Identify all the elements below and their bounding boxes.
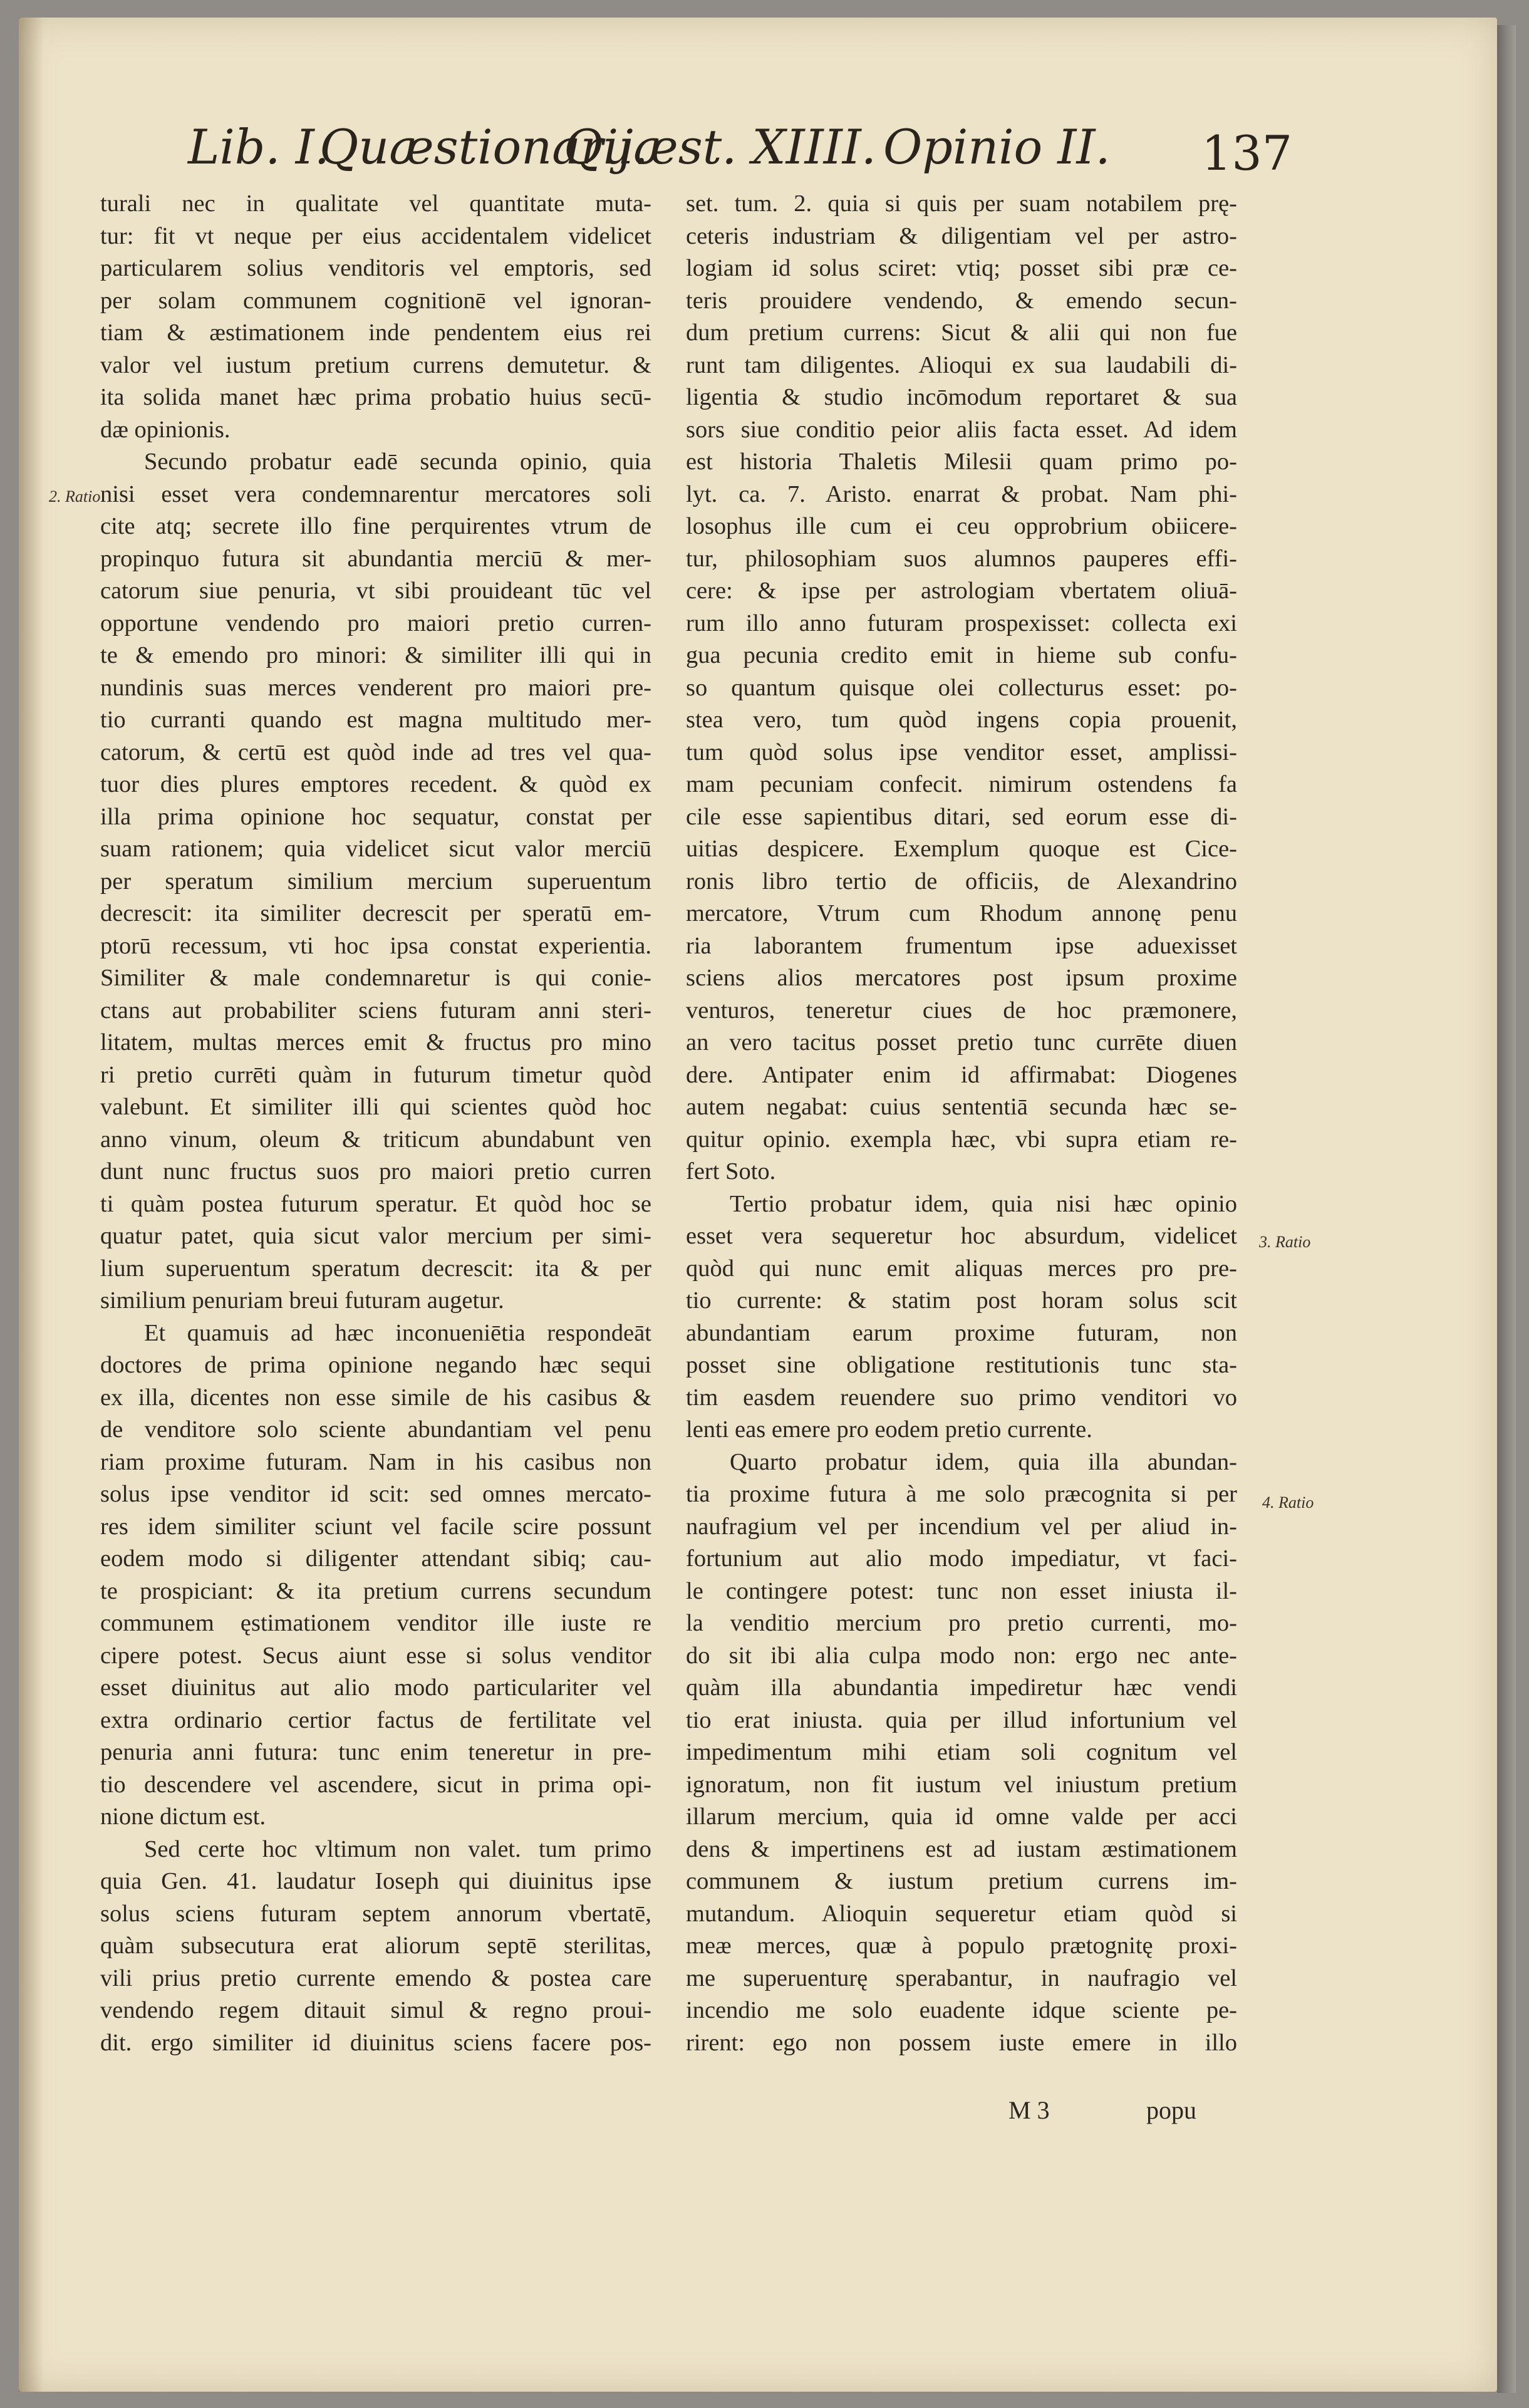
text-line: opportune vendendo pro maiori pretio curren- [100,610,651,636]
text-line: eodem modo si diligenter attendant sibiq; cau- [100,1545,651,1572]
running-head-question: Quæst. XIIII. [564,119,876,175]
text-line: quòd qui nunc emit aliquas merces pro pre- [686,1255,1237,1282]
text-line: tia proxime futura à me solo præcognita si per [686,1481,1237,1507]
text-line: decrescit: ita similiter decrescit per speratū em- [100,900,651,926]
text-line: valor vel iustum pretium currens demutetur. & [100,351,651,378]
text-line: impedimentum mihi etiam soli cognitum vel [686,1739,1237,1765]
text-line: quatur patet, quia sicut valor mercium per simi- [100,1223,651,1249]
text-line: dens & impertinens est ad iustam æstimationem [686,1835,1237,1862]
text-line: abundantiam earum proxime futuram, non [686,1319,1237,1346]
text-line: stea vero, tum quòd ingens copia prouenit, [686,707,1237,733]
text-line: nundinis suas merces venderent pro maiori pre- [100,674,651,701]
text-line: ri pretio currēti quàm in futurum timetur quòd [100,1061,651,1088]
text-line: runt tam diligentes. Alioqui ex sua laudabili di- [686,351,1237,378]
text-line: sciens alios mercatores post ipsum proxime [686,965,1237,991]
text-line: res idem similiter sciunt vel facile scire possunt [100,1513,651,1540]
text-line: riam proxime futuram. Nam in his casibus non [100,1448,651,1475]
text-line: set. tum. 2. quia si quis per suam notabilem prę- [686,190,1237,217]
text-line: an vero tacitus posset pretio tunc currēte diuen [686,1029,1237,1056]
text-line: tiam & æstimationem inde pendentem eius rei [100,319,651,346]
text-line: catorum, & certū est quòd inde ad tres vel qua- [100,739,651,765]
text-line: turali nec in qualitate vel quantitate muta- [100,190,651,217]
text-line: lyt. ca. 7. Aristo. enarrat & probat. Nam phi- [686,480,1237,507]
text-line: suam rationem; quia videlicet sicut valor merciū [100,836,651,862]
text-line: cere: & ipse per astrologiam vbertatem oliuā- [686,578,1237,604]
text-line: incendio me solo euadente idque sciente pe- [686,1997,1237,2023]
text-line: tim easdem reuendere suo primo venditori vo [686,1384,1237,1411]
text-line: rum illo anno futuram prospexisset: collecta exi [686,610,1237,636]
text-line: est historia Thaletis Milesii quam primo po- [686,449,1237,475]
running-head-work: Quæstionarij. [319,119,648,175]
text-line: valebunt. Et similiter illi qui scientes quòd hoc [100,1094,651,1120]
text-line: gua pecunia credito emit in hieme sub confu- [686,642,1237,668]
text-line: le contingere potest: tunc non esset iniusta il- [686,1577,1237,1604]
text-line: extra ordinario certior factus de fertilitate vel [100,1706,651,1733]
marginal-note-ratio-4: 4. Ratio [1262,1493,1314,1512]
text-line: teris prouidere vendendo, & emendo secun- [686,287,1237,314]
text-line: tio descendere vel ascendere, sicut in prima opi- [100,1771,651,1798]
text-line: ignoratum, non fit iustum vel iniustum pretium [686,1771,1237,1798]
text-line: meæ merces, quæ à populo prætognitę proxi- [686,1933,1237,1959]
text-line: nione dictum est. [100,1803,266,1830]
page-edge [1497,25,1516,2393]
text-line: dit. ergo similiter id diuinitus sciens facere pos- [100,2029,651,2056]
text-line: cite atq; secrete illo fine perquirentes vtrum de [100,513,651,539]
text-line: vili prius pretio currente emendo & postea care [100,1964,651,1991]
text-line: quia Gen. 41. laudatur Ioseph qui diuinitus ipse [100,1868,651,1894]
text-line: solus sciens futuram septem annorum vbertatē, [100,1900,651,1927]
text-line: dæ opinionis. [100,416,231,443]
text-line: ligentia & studio incōmodum reportaret & sua [686,384,1237,410]
running-head-opinion: Opinio II. [883,119,1111,175]
text-line: losophus ille cum ei ceu opprobrium obiicere- [686,513,1237,539]
text-line: logiam id solus sciret: vtiq; posset sibi præ ce- [686,255,1237,281]
text-line: uitias despicere. Exemplum quoque est Cice- [686,836,1237,862]
text-line: dere. Antipater enim id affirmabat: Diogenes [686,1061,1237,1088]
text-line: ronis libro tertio de officiis, de Alexandrino [686,868,1237,895]
text-line: autem negabat: cuius sententiā secunda hæc se- [686,1094,1237,1120]
text-line: rirent: ego non possem iuste emere in illo [686,2029,1237,2056]
text-line: nisi esset vera condemnarentur mercatores soli [100,480,651,507]
text-line: ctans aut probabiliter sciens futuram anni steri- [100,997,651,1024]
marginal-note-ratio-2: 2. Ratio [49,487,101,506]
text-line: do sit ibi alia culpa modo non: ergo nec ante- [686,1642,1237,1669]
text-line: la venditio mercium pro pretio currenti, mo- [686,1610,1237,1636]
text-line: ex illa, dicentes non esse simile de his casibus & [100,1384,651,1411]
text-line: anno vinum, oleum & triticum abundabunt ven [100,1126,651,1153]
text-line: communem ęstimationem venditor ille iuste re [100,1610,651,1636]
text-line: tur, philosophiam suos alumnos pauperes effi- [686,545,1237,572]
catchword: popu [1146,2096,1196,2124]
text-line: dum pretium currens: Sicut & alii qui non fue [686,319,1237,346]
text-line: posset sine obligatione restitutionis tunc sta- [686,1352,1237,1378]
text-line: te & emendo pro minori: & similiter illi qui in [100,642,651,668]
text-line: tio curranti quando est magna multitudo mer- [100,707,651,733]
text-line: tio currente: & statim post horam solus scit [686,1287,1237,1314]
text-line: illarum mercium, quia id omne valde per acci [686,1803,1237,1830]
text-line: ita solida manet hæc prima probatio huius secū- [100,384,651,410]
text-line: Sed certe hoc vltimum non valet. tum primo [144,1835,651,1862]
text-line: tuor dies plures emptores recedent. & quòd ex [100,771,651,797]
text-line: de venditore solo sciente abundantiam vel penu [100,1416,651,1443]
text-line: per speratum similium mercium superuentum [100,868,651,895]
text-line: particularem solius venditoris vel emptoris, sed [100,255,651,281]
text-line: lenti eas emere pro eodem pretio currente. [686,1416,1092,1443]
text-line: mam pecuniam confecit. nimirum ostendens fa [686,771,1237,797]
text-line: esset vera sequeretur hoc absurdum, videlicet [686,1223,1237,1249]
text-line: Quarto probatur idem, quia illa abundan- [730,1448,1237,1475]
text-line: solus ipse venditor id scit: sed omnes mercato- [100,1481,651,1507]
text-line: ptorū recessum, vti hoc ipsa constat experientia. [100,932,651,959]
text-line: naufragium vel per incendium vel per aliud in- [686,1513,1237,1540]
text-line: tio erat iniusta. quia per illud infortunium vel [686,1706,1237,1733]
text-line: cipere potest. Secus aiunt esse si solus venditor [100,1642,651,1669]
right-text-column [686,188,1237,2059]
text-line: Et quamuis ad hæc inconueniētia respondeāt [144,1319,651,1346]
text-line: dunt nunc fructus suos pro maiori pretio curren [100,1158,651,1185]
text-line: Tertio probatur idem, quia nisi hæc opinio [730,1190,1237,1217]
text-line: tum quòd solus ipse venditor esset, amplissi- [686,739,1237,765]
text-line: quàm illa abundantia impediretur hæc vendi [686,1674,1237,1701]
text-line: quàm subsecutura erat aliorum septē sterilitas, [100,1933,651,1959]
text-line: propinquo futura sit abundantia merciū & mer- [100,545,651,572]
text-line: communem & iustum pretium currens im- [686,1868,1237,1894]
text-line: catorum siue penuria, vt sibi prouideant tūc vel [100,578,651,604]
text-line: sors siue conditio peior aliis facta esset. Ad idem [686,416,1237,443]
left-text-column [100,188,651,2059]
text-line: quitur opinio. exempla hæc, vbi supra etiam re- [686,1126,1237,1153]
text-line: fortunium aut alio modo impediatur, vt faci- [686,1545,1237,1572]
text-line: doctores de prima opinione negando hæc sequi [100,1352,651,1378]
text-line: illa prima opinione hoc sequatur, constat per [100,803,651,830]
text-line: penuria anni futura: tunc enim teneretur in pre- [100,1739,651,1765]
text-line: Secundo probatur eadē secunda opinio, quia [144,449,651,475]
text-line: cile esse sapientibus ditari, sed eorum esse di- [686,803,1237,830]
text-line: lium superuentum speratum decrescit: ita & per [100,1255,651,1282]
text-line: ti quàm postea futurum speratur. Et quòd hoc se [100,1190,651,1217]
text-line: tur: fit vt neque per eius accidentalem videlicet [100,222,651,249]
text-line: so quantum quisque olei collecturus esset: po- [686,674,1237,701]
text-line: me superuenturę sperabantur, in naufragio vel [686,1964,1237,1991]
text-line: esset diuinitus aut alio modo particulariter vel [100,1674,651,1701]
text-line: fert Soto. [686,1158,776,1185]
text-line: similium penuriam breui futuram augetur. [100,1287,504,1314]
gutter-shadow [19,18,44,2392]
marginal-note-ratio-3: 3. Ratio [1259,1233,1311,1251]
text-line: mutandum. Alioquin sequeretur etiam quòd si [686,1900,1237,1927]
running-head-book: Lib. I. [188,119,329,175]
page-number: 137 [1201,125,1293,181]
text-line: Similiter & male condemnaretur is qui conie- [100,965,651,991]
text-line: ceteris industriam & diligentiam vel per astro- [686,222,1237,249]
text-line: venturos, teneretur ciues de hoc præmonere, [686,997,1237,1024]
text-line: per solam communem cognitionē vel ignoran- [100,287,651,314]
text-line: te prospiciant: & ita pretium currens secundum [100,1577,651,1604]
text-line: litatem, multas merces emit & fructus pro mino [100,1029,651,1056]
text-line: vendendo regem ditauit simul & regno proui- [100,1997,651,2023]
signature-mark: M 3 [1008,2096,1050,2124]
text-line: mercatore, Vtrum cum Rhodum annonę penu [686,900,1237,926]
text-line: ria laborantem frumentum ipse aduexisset [686,932,1237,959]
